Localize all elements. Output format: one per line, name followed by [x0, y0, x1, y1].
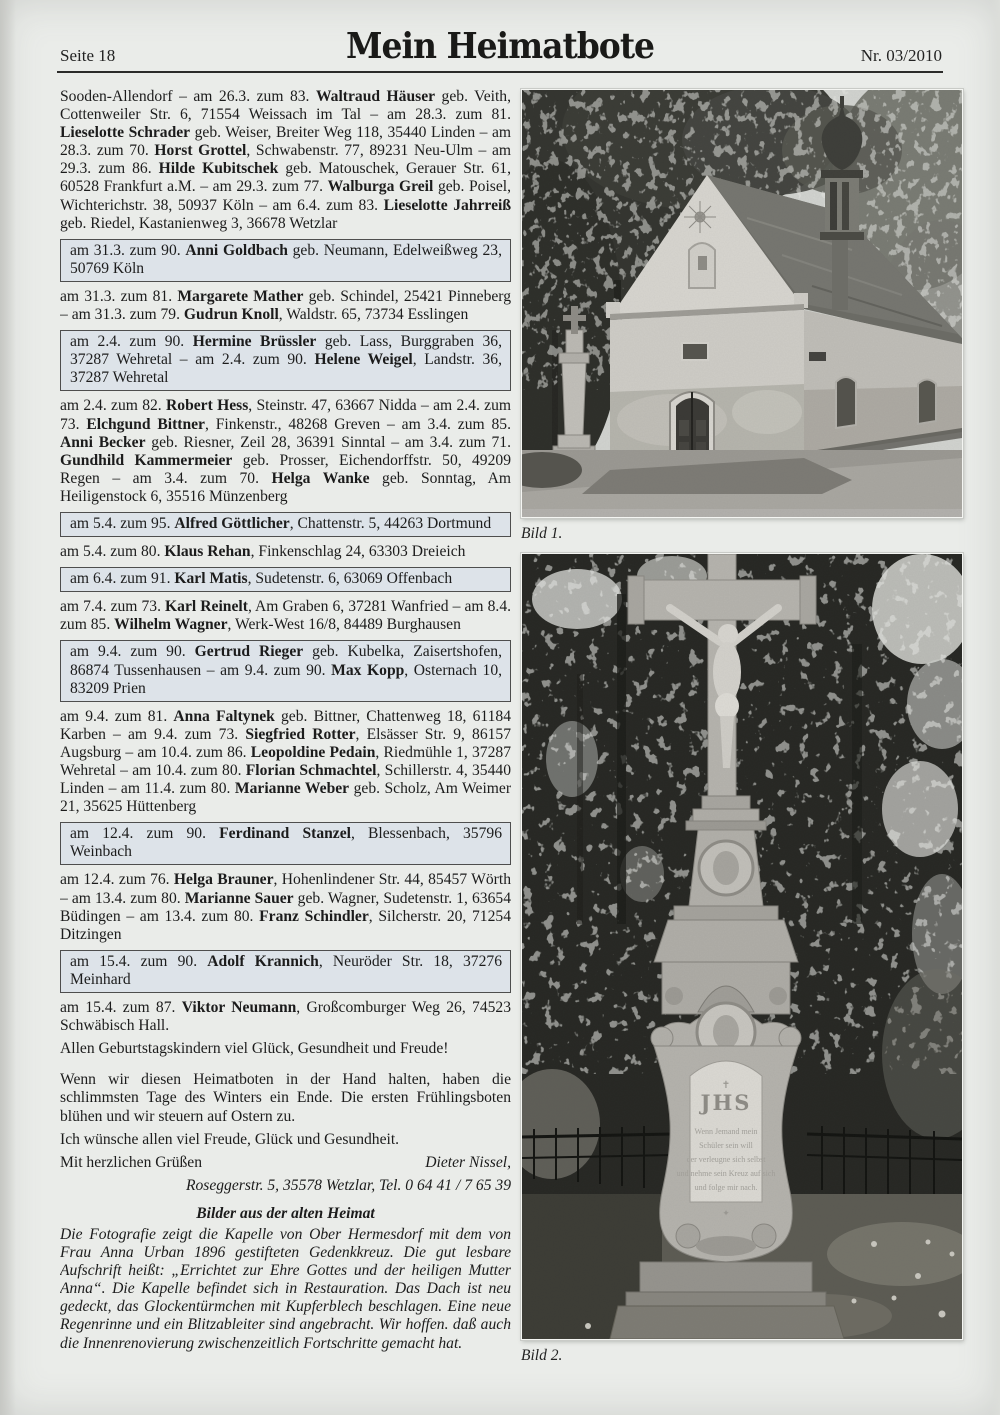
svg-text:und folge mir nach.: und folge mir nach.: [694, 1183, 758, 1192]
entry-text: geb. Weiser, Breiter Weg 118, 35440 Linden – am 28.3. zum 70.: [60, 124, 511, 160]
text-block: [60, 708, 511, 817]
page-header: [0, 0, 1000, 78]
entry-text: , Riedmühle 1, 37287 Wehretal – am 10.4. zum 80.: [60, 743, 511, 779]
entry-text: , Waldstr. 65, 73734 Esslingen: [278, 306, 469, 324]
person-name: Adolf Krannich: [207, 952, 319, 970]
entry-text: am 2.4. zum 82.: [60, 397, 167, 415]
boxed-birthday-entry: [60, 822, 511, 865]
person-name: Gudrun Knoll: [183, 306, 279, 324]
entry-text: geb. Riedel, Kastanienweg 3, 36678 Wetzlar: [60, 214, 338, 232]
entry-text: Sooden-Allendorf – am 26.3. zum 83.: [60, 88, 316, 105]
left-column: [60, 88, 511, 1378]
entry-text: am 15.4. zum 87.: [60, 999, 182, 1017]
entry-text: geb. Wagner, Sudetenstr. 1, 63654 Büdingen – am 13.4. zum 80.: [60, 889, 511, 925]
boxed-birthday-entry: [60, 640, 511, 701]
text-block: [60, 1177, 511, 1195]
text-block: [60, 1071, 511, 1125]
boxed-birthday-entry: [60, 330, 511, 391]
entry-text: , Osternach 10, 83209 Prien: [70, 661, 503, 697]
svg-text:Wenn Jemand mein: Wenn Jemand mein: [694, 1127, 758, 1136]
entry-text: geb. Prosser, Eichendorffstr. 50, 49209 Regen – am 3.4. zum 70.: [60, 451, 511, 487]
entry-text: Die Fotografie zeigt die Kapelle von Ober Hermesdorf mit dem von Frau Anna Urban 1896 gestifteten Gedenkkreuz. Die gut lesbare Aufschrift heißt: „Errichtet zur Ehre Gottes und der heiligen Mutter Anna“. Die Kapelle befindet sich in Restauration. Das Dach ist neu gedeckt, das Glockentürmchen mit Kupferblech beschlagen. Eine neue Regenrinne und ein Blitzableiter sind angebracht. Wir hoffen. daß auch die Innenrenovierung zwischenzeitlich Fortschritte gemacht hat.: [60, 1225, 511, 1352]
person-name: Alfred Göttlicher: [174, 514, 290, 532]
text-block: [60, 999, 511, 1035]
person-name: Gundhild Kammermeier: [60, 451, 233, 469]
entry-text: geb. Schindel, 25421 Pinneberg – am 31.3. zum 79.: [60, 287, 511, 324]
svg-text:der verleugne sich selbst: der verleugne sich selbst: [686, 1155, 766, 1164]
person-name: Lieselotte Jahrreiß: [383, 196, 511, 214]
text-block: [60, 1205, 511, 1223]
person-name: Elchgund Bittner: [86, 415, 205, 433]
person-name: Marianne Sauer: [184, 889, 294, 907]
memorial-cross-photo: [521, 553, 963, 1340]
svg-text:Schüler sein will: Schüler sein will: [699, 1141, 753, 1150]
person-name: Margarete Mather: [177, 287, 304, 305]
person-name: Marianne Weber: [234, 780, 350, 798]
text-block: [60, 288, 511, 324]
figure-bild2: [521, 553, 961, 1365]
person-name: Helga Brauner: [173, 871, 274, 889]
entry-text: am 9.4. zum 81.: [60, 707, 174, 725]
entry-text: am 6.4. zum 91.: [70, 570, 175, 588]
text-block: [60, 1226, 511, 1353]
entry-text: geb. Bittner, Chattenweg 18, 61184 Karben – am 9.4. zum 73.: [60, 707, 511, 743]
entry-text: am 2.4. zum 90.: [70, 333, 193, 351]
entry-text: , Am Graben 6, 37281 Wanfried – am 8.4. zum 85.: [60, 598, 511, 634]
figure-bild1: [521, 89, 961, 543]
entry-text: , Elsässer Str. 9, 86157 Augsburg – am 10.4. zum 86.: [60, 725, 511, 761]
signature: Dieter Nissel,: [425, 1153, 511, 1171]
person-name: Anni Becker: [60, 433, 146, 451]
entry-text: am 5.4. zum 80.: [60, 543, 165, 561]
entry-text: , Finkenstr., 48268 Greven – am 3.4. zum 85.: [204, 415, 511, 433]
entry-text: , Chattenstr. 5, 44263 Dortmund: [289, 514, 492, 532]
entry-text: Bilder aus der alten Heimat: [196, 1204, 375, 1222]
page-number: Seite 18: [60, 46, 116, 65]
person-name: Gertrud Rieger: [194, 643, 304, 661]
svg-text:✝: ✝: [721, 1080, 731, 1091]
entry-text: geb. Neumann, Edelweißweg 23, 50769 Köln: [70, 241, 502, 277]
entry-text: , Hohenlindener Str. 44, 85457 Wörth – am 13.4. zum 80.: [60, 871, 511, 907]
person-name: Lieselotte Schrader: [60, 124, 191, 142]
entry-text: , Landstr. 36, 37287 Wehretal: [70, 351, 502, 387]
entry-text: am 31.3. zum 81.: [60, 287, 178, 305]
person-name: Ferdinand Stanzel: [219, 825, 351, 843]
person-name: Wilhelm Wagner: [114, 616, 228, 634]
entry-text: , Blessenbach, 35796 Weinbach: [70, 825, 502, 861]
person-name: Max Kopp: [331, 661, 405, 679]
entry-text: , Silcherstr. 20, 71254 Ditzingen: [60, 907, 511, 943]
text-block: [60, 543, 511, 561]
person-name: Anna Faltynek: [173, 707, 275, 725]
person-name: Karl Matis: [174, 570, 248, 588]
person-name: Walburga Greil: [327, 178, 434, 196]
text-block: [60, 598, 511, 634]
person-name: Horst Grottel: [154, 142, 247, 160]
issue-number: Nr. 03/2010: [860, 46, 942, 65]
entry-text: geb. Veith, Cottenweiler Str. 6, 71554 Weissach im Tal – am 28.3. zum 81.: [60, 88, 511, 124]
person-name: Karl Reinelt: [165, 598, 248, 616]
entry-text: am 31.3. zum 90.: [70, 241, 186, 259]
boxed-birthday-entry: [60, 512, 511, 537]
entry-text: geb. Riesner, Zeil 28, 36391 Sinntal – am 3.4. zum 71.: [145, 433, 511, 451]
boxed-birthday-entry: [60, 239, 511, 282]
text-block: [60, 1040, 511, 1058]
entry-text: , Sudetenstr. 6, 63069 Offenbach: [247, 570, 453, 588]
header-rule: [57, 71, 943, 73]
entry-text: geb. Sonntag, Am Heiligenstock 6, 35516 Münzenberg: [60, 469, 511, 505]
entry-text: Ich wünsche allen viel Freude, Glück und Gesundheit.: [60, 1130, 400, 1148]
text-block: [60, 88, 511, 233]
entry-text: geb. Poisel, Wichterichstr. 38, 50937 Köln – am 6.4. zum 83.: [60, 178, 511, 214]
entry-text: , Schillerstr. 4, 35440 Linden – am 11.4. zum 80.: [60, 762, 511, 798]
entry-text: am 5.4. zum 95.: [70, 514, 175, 532]
entry-text: Wenn wir diesen Heimatboten in der Hand halten, haben die schlimmsten Tage des Winters ein Ende. Die ersten Frühlingsboten blühen und wir steuern auf Ostern zu.: [60, 1071, 511, 1125]
svg-text:und nehme sein Kreuz auf sich: und nehme sein Kreuz auf sich: [676, 1169, 776, 1178]
entry-text: , Großcomburger Weg 26, 74523 Schwäbisch Hall.: [60, 999, 511, 1035]
entry-text: geb. Scholz, Am Weimer 21, 35625 Hüttenberg: [60, 780, 511, 816]
entry-text: , Steinstr. 47, 63667 Nidda – am 2.4. zum 73.: [60, 397, 511, 433]
person-name: Anni Goldbach: [185, 241, 288, 259]
entry-text: geb. Kubelka, Zaisertshofen, 86874 Tussenhausen – am 9.4. zum 90.: [70, 643, 503, 679]
entry-text: , Werk-West 16/8, 84489 Burghausen: [227, 616, 461, 634]
entry-text: , Schwabenstr. 77, 89231 Neu-Ulm – am 29.3. zum 86.: [60, 142, 511, 178]
person-name: Florian Schmachtel: [245, 762, 377, 779]
svg-text:✦: ✦: [722, 1208, 730, 1218]
masthead-title: Mein Heimatbote: [345, 24, 655, 67]
chapel-photo: [521, 89, 963, 518]
text-block: [60, 397, 511, 506]
entry-text: am 7.4. zum 73.: [60, 598, 166, 616]
person-name: Viktor Neumann: [181, 999, 297, 1017]
figure-caption: Bild 2.: [521, 1347, 563, 1364]
person-name: Siegfried Rotter: [245, 725, 356, 743]
entry-text: Allen Geburtstagskindern viel Glück, Gesundheit und Freude!: [60, 1040, 449, 1058]
entry-text: , Finkenschlag 24, 63303 Dreieich: [250, 543, 466, 561]
person-name: Helene Weigel: [314, 351, 413, 369]
entry-text: geb. Lass, Burggraben 36, 37287 Wehretal – am 2.4. zum 90.: [70, 333, 502, 369]
person-name: Hilde Kubitschek: [158, 160, 279, 178]
person-name: Franz Schindler: [259, 907, 369, 925]
figure-caption: Bild 1.: [521, 525, 563, 542]
entry-text: am 12.4. zum 76.: [60, 871, 174, 889]
person-name: Waltraud Häuser: [315, 88, 436, 105]
person-name: Klaus Rehan: [164, 543, 251, 561]
person-name: Leopoldine Pedain: [250, 743, 376, 761]
entry-text: am 9.4. zum 90.: [70, 643, 195, 661]
text-block: [60, 1154, 511, 1172]
closing-line: Mit herzlichen Grüßen: [60, 1153, 203, 1171]
entry-text: Roseggerstr. 5, 35578 Wetzlar, Tel. 0 64 41 / 7 65 39: [185, 1176, 511, 1194]
person-name: Helga Wanke: [271, 469, 370, 487]
boxed-birthday-entry: [60, 950, 511, 993]
entry-text: geb. Matouschek, Gerauer Str. 61, 60528 Frankfurt a.M. – am 29.3. zum 77.: [60, 160, 511, 196]
text-block: [60, 871, 511, 943]
person-name: Hermine Brüssler: [192, 333, 317, 351]
entry-text: am 15.4. zum 90.: [70, 952, 208, 970]
entry-text: , Neuröder Str. 18, 37276 Meinhard: [70, 952, 502, 988]
boxed-birthday-entry: [60, 567, 511, 592]
entry-text: am 12.4. zum 90.: [70, 825, 220, 843]
monogram-text: JHS: [700, 1090, 752, 1115]
person-name: Robert Hess: [166, 397, 249, 415]
text-block: [60, 1131, 511, 1149]
